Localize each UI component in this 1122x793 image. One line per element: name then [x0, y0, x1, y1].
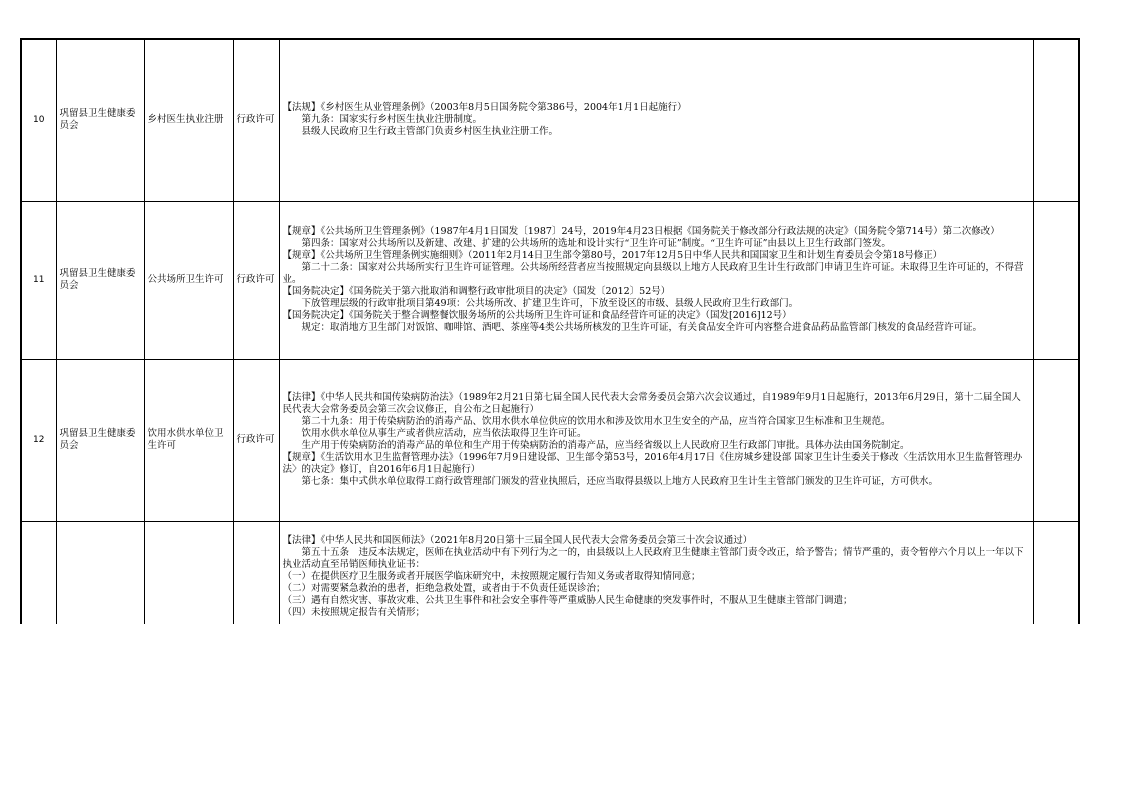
- row-number: 12: [21, 359, 56, 521]
- legal-basis-line: 县级人民政府卫生行政主管部门负责乡村医生执业注册工作。: [301, 126, 559, 138]
- legal-basis-line: 下放管理层级的行政审批项目第49项：公共场所改、扩建卫生许可，下放至设区的市级、县级人民政府卫生行政部门。: [301, 298, 799, 309]
- row-number: 10: [21, 39, 56, 201]
- remarks-cell: [1033, 39, 1079, 201]
- table-row: [21, 201, 1079, 359]
- legal-basis-line: 【国务院决定】《国务院关于整合调整餐饮服务场所的公共场所卫生许可证和食品经营许可证的决定》（国发[2016]12号）: [282, 310, 792, 321]
- legal-basis-cell: [279, 359, 1033, 521]
- legal-basis-line: （二）对需要紧急救治的患者，拒绝急救处置，或者由于不负责任延误诊治；: [282, 582, 606, 594]
- legal-basis-line: （一）在提供医疗卫生服务或者开展医学临床研究中，未按照规定履行告知义务或者取得知情同意；: [282, 570, 701, 582]
- item-name-cell: 饮用水供水单位卫生许可: [144, 359, 233, 521]
- legal-basis-line: （四）未按照规定报告有关情形；: [282, 606, 426, 618]
- legal-basis-line: 第九条：国家实行乡村医生执业注册制度。: [301, 114, 483, 126]
- legal-basis-cell: [279, 201, 1033, 359]
- department-cell: 巩留县卫生健康委员会: [56, 201, 144, 359]
- item-name-cell: [144, 521, 233, 624]
- remarks-cell: [1033, 201, 1079, 359]
- legal-basis-line: 规定：取消地方卫生部门对饭馆、咖啡馆、酒吧、茶座等4类公共场所核发的卫生许可证，有关食品安全许可内容整合进食品药品监管部门核发的食品经营许可证。: [301, 322, 983, 333]
- legal-basis-line: 【法规】《乡村医生从业管理条例》（2003年8月5日国务院令第386号，2004年1月1日起施行）: [282, 102, 687, 114]
- legal-basis-line: 第二十九条：用于传染病防治的消毒产品、饮用水供水单位供应的饮用水和涉及饮用水卫生安全的产品，应当符合国家卫生标准和卫生规范。: [301, 416, 891, 427]
- legal-basis-line: 【法律】《中华人民共和国医师法》（2021年8月20日第十三届全国人民代表大会常务委员会第三十次会议通过）: [282, 534, 753, 546]
- permit-type-cell: 行政许可: [233, 39, 279, 201]
- legal-basis-line: 饮用水供水单位从事生产或者供应活动，应当依法取得卫生许可证。: [301, 428, 587, 439]
- legal-basis-line: 第五十五条 违反本法规定，医师在执业活动中有下列行为之一的，由县级以上人民政府卫生健康主管部门责令改正，给予警告；情节严重的，责令暂停六个月以上一年以下执业活动直至吊销医师执业证书：: [282, 546, 1024, 570]
- table-row: [21, 521, 1079, 624]
- department-cell: [56, 521, 144, 624]
- legal-basis-line: 第二十二条：国家对公共场所实行卫生许可证管理。公共场所经营者应当按照规定向县级以上地方人民政府卫生计生行政部门申请卫生许可证。未取得卫生许可证的，不得营业。: [282, 262, 1024, 285]
- permit-table: [20, 38, 1080, 624]
- permit-type-cell: 行政许可: [233, 359, 279, 521]
- permit-type-cell: [233, 521, 279, 624]
- item-name-cell: 乡村医生执业注册: [144, 39, 233, 201]
- legal-basis-line: 【规章】《公共场所卫生管理条例实施细则》（2011年2月14日卫生部令第80号，2017年12月5日中华人民共和国国家卫生和计划生育委员会令第18号修正）: [282, 250, 943, 261]
- legal-basis-line: 第七条：集中式供水单位取得工商行政管理部门颁发的营业执照后，还应当取得县级以上地方人民政府卫生计生主管部门颁发的卫生许可证，方可供水。: [301, 476, 939, 487]
- legal-basis-line: 【法律】《中华人民共和国传染病防治法》（1989年2月21日第七届全国人民代表大会常务委员会第六次会议通过，自1989年9月1日起施行，2013年6月29日，第十二届全国人民代表大会常务委员会第三次会议修正，自公布之日起施行）: [282, 392, 1021, 415]
- item-name-cell: 公共场所卫生许可: [144, 201, 233, 359]
- permit-type-cell: 行政许可: [233, 201, 279, 359]
- table-viewport: [20, 38, 1080, 624]
- department-cell: 巩留县卫生健康委员会: [56, 359, 144, 521]
- row-number: [21, 521, 56, 624]
- remarks-cell: [1033, 359, 1079, 521]
- legal-basis-cell: [279, 521, 1033, 624]
- department-cell: 巩留县卫生健康委员会: [56, 39, 144, 201]
- legal-basis-cell: [279, 39, 1033, 201]
- legal-basis-line: 【规章】《生活饮用水卫生监督管理办法》（1996年7月9日建设部、卫生部令第53号，2016年4月17日《住房城乡建设部 国家卫生计生委关于修改〈生活饮用水卫生监督管理办法〉的决定》修订，自2016年6月1日起施行）: [282, 452, 1023, 475]
- legal-basis-line: 第四条：国家对公共场所以及新建、改建、扩建的公共场所的选址和设计实行“卫生许可证”制度。“卫生许可证”由县以上卫生行政部门签发。: [301, 238, 891, 249]
- legal-basis-line: 【国务院决定】《国务院关于第六批取消和调整行政审批项目的决定》（国发〔2012〕52号）: [282, 286, 671, 297]
- legal-basis-line: 生产用于传染病防治的消毒产品的单位和生产用于传染病防治的消毒产品，应当经省级以上人民政府卫生行政部门审批。具体办法由国务院制定。: [301, 440, 910, 451]
- legal-basis-line: 【规章】《公共场所卫生管理条例》（1987年4月1日国发〔1987〕24号，2019年4月23日根据《国务院关于修改部分行政法规的决定》（国务院令第714号）第二次修改）: [282, 226, 1000, 237]
- row-number: 11: [21, 201, 56, 359]
- remarks-cell: [1033, 521, 1079, 624]
- table-row: [21, 359, 1079, 521]
- table-row: [21, 39, 1079, 201]
- legal-basis-line: （三）遇有自然灾害、事故灾难、公共卫生事件和社会安全事件等严重威胁人民生命健康的突发事件时，不服从卫生健康主管部门调遣；: [282, 594, 853, 606]
